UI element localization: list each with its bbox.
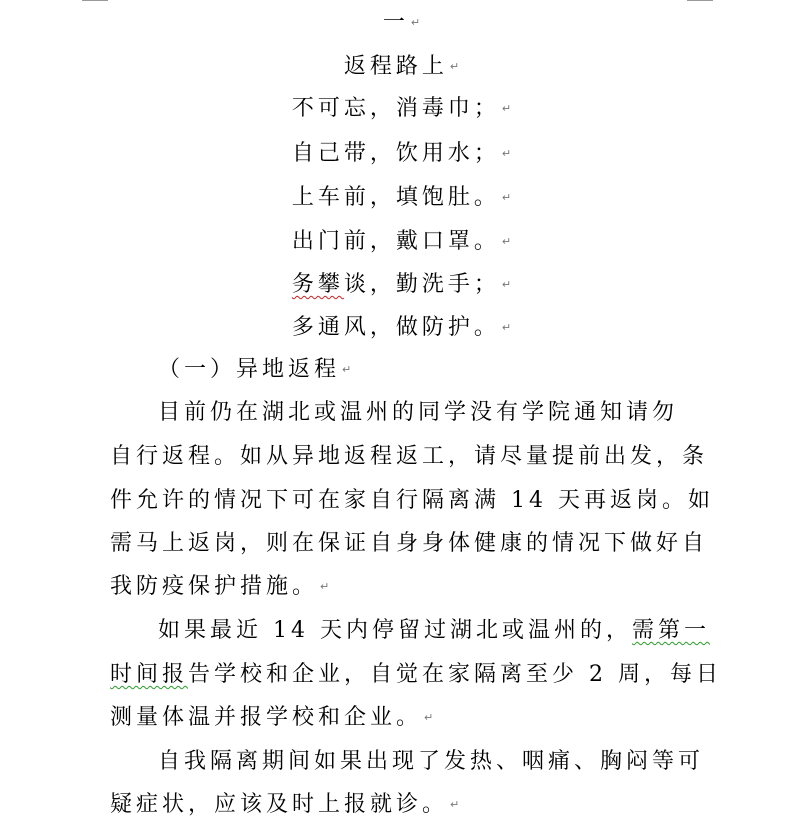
body-line: 时间报告学校和企业，自觉在家隔离至少 2 周，每日 bbox=[110, 662, 723, 687]
poem-line: 多通风，做防护。 ↵ bbox=[291, 315, 512, 340]
spelling-error-squiggle[interactable]: 务攀 bbox=[291, 272, 344, 297]
poem-line: 自己带，饮用水； ↵ bbox=[291, 141, 512, 166]
body-line: 自我隔离期间如果出现了发热、咽痛、胸闷等可 bbox=[158, 749, 705, 774]
body-line: 需马上返岗，则在保证自身身体健康的情况下做好自 bbox=[110, 531, 709, 556]
paragraph-mark: ↵ bbox=[501, 147, 512, 160]
body-line: 疑症状，应该及时上报就诊。 ↵ bbox=[110, 792, 460, 817]
paragraph-mark: ↵ bbox=[450, 798, 460, 811]
body-line: 测量体温并报学校和企业。 ↵ bbox=[110, 705, 434, 730]
page-corner-mark-right bbox=[687, 0, 713, 1]
body-line: 自行返程。如从异地返程返工，请尽量提前出发，条 bbox=[110, 444, 709, 469]
poem-line: 出门前，戴口罩。 ↵ bbox=[291, 229, 512, 254]
page-corner-mark-left bbox=[82, 0, 108, 1]
paragraph-mark: ↵ bbox=[410, 16, 421, 29]
paragraph-mark: ↵ bbox=[501, 102, 512, 115]
poem-line: 上车前，填饱肚。 ↵ bbox=[291, 185, 512, 210]
poem-line: 务攀谈，勤洗手； ↵ bbox=[291, 272, 512, 297]
poem-title: 返程路上 ↵ bbox=[343, 54, 460, 79]
paragraph-mark: ↵ bbox=[449, 60, 460, 73]
grammar-squiggle[interactable]: 时间报 bbox=[110, 662, 189, 687]
poem-line: 不可忘，消毒巾； ↵ bbox=[291, 96, 512, 121]
body-line: 我防疫保护措施。 ↵ bbox=[110, 574, 330, 599]
grammar-squiggle[interactable]: 需第一 bbox=[631, 618, 710, 643]
paragraph-mark: ↵ bbox=[501, 278, 512, 291]
paragraph-mark: ↵ bbox=[501, 321, 512, 334]
header-line: 一 ↵ bbox=[382, 10, 421, 35]
paragraph-mark: ↵ bbox=[342, 363, 352, 376]
body-line: 如果最近 14 天内停留过湖北或温州的，需第一 bbox=[158, 618, 710, 643]
body-line: 件允许的情况下可在家自行隔离满 14 天再返岗。如 bbox=[110, 488, 714, 513]
paragraph-mark: ↵ bbox=[501, 191, 512, 204]
paragraph-mark: ↵ bbox=[320, 580, 330, 593]
body-line: 目前仍在湖北或温州的同学没有学院通知请勿 bbox=[158, 400, 679, 425]
paragraph-mark: ↵ bbox=[501, 235, 512, 248]
section-heading: （一）异地返程 ↵ bbox=[158, 357, 352, 382]
paragraph-mark: ↵ bbox=[424, 711, 434, 724]
